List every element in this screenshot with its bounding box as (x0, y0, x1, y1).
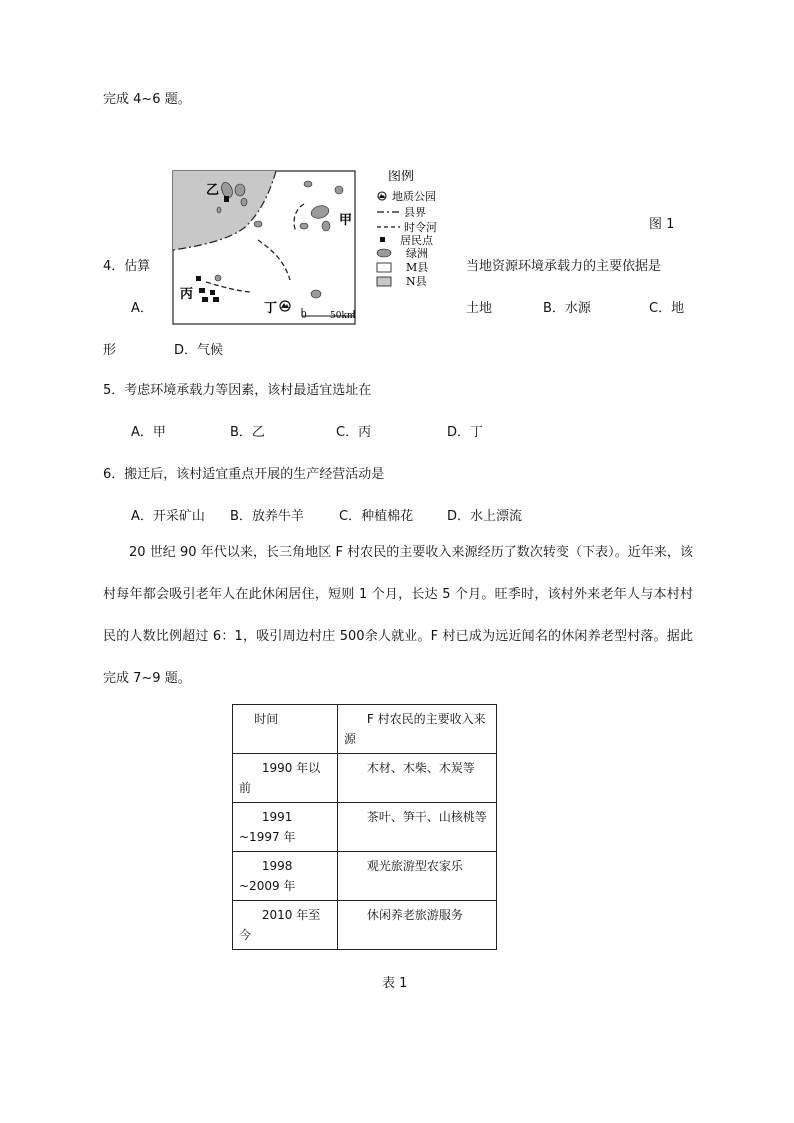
table-cell: 2010 年至今 (233, 901, 338, 950)
table-header-cell: 时间 (233, 705, 338, 754)
oasis (215, 275, 221, 281)
oasis (311, 290, 321, 298)
table-cell: 观光旅游型农家乐 (338, 852, 497, 901)
legend-settlement: 居民点 (400, 234, 433, 247)
table-row (233, 803, 497, 852)
oasis (304, 181, 312, 187)
table-header-cell: F 村农民的主要收入来源 (338, 705, 497, 754)
legend-geopark-icon (378, 192, 386, 200)
legend-m-county: M县 (406, 261, 429, 274)
settlement-square-icon (199, 288, 205, 293)
oasis (322, 221, 330, 231)
q4-stem-right: 当地资源环境承载力的主要依据是 (466, 259, 662, 274)
legend-settlement-icon (380, 237, 385, 242)
place-jia: 甲 (339, 213, 353, 228)
income-table (232, 704, 497, 950)
q4-option-a-text: 土地 (466, 301, 493, 316)
q6-option-d: D．水上漂流 (447, 509, 523, 524)
table-cell: 休闲养老旅游服务 (338, 901, 497, 950)
table-cell: 1990 年以前 (233, 754, 338, 803)
legend-n-county-icon (377, 277, 391, 286)
table-cell: 1998 ~2009 年 (233, 852, 338, 901)
passage-text: 20 世纪 90 年代以来，长三角地区 F 村农民的主要收入来源经历了数次转变（下表）。近年来，该村每年都会吸引老年人在此休闲居住，短则 1 个月，长达 5 个月。旺季时，该村外来老年人与本村村民的人数比例超过 6：1，吸引周边村庄 500余人就业。F 村已成为远近闻名的休闲养老型村落。据此完成 7~9 题。 (103, 545, 693, 686)
place-ding: 丁 (264, 301, 278, 316)
table-cell: 1991 ~1997 年 (233, 803, 338, 852)
settlement-square-icon (196, 276, 201, 281)
scale-start: 0 (301, 311, 307, 321)
q4-option-b: B．水源 (543, 301, 591, 316)
q5-option-d: D．丁 (447, 425, 484, 440)
table-header-row (233, 705, 497, 754)
q6-stem: 6．搬迁后，该村适宜重点开展的生产经营活动是 (103, 467, 385, 482)
q6-option-c: C．种植棉花 (339, 509, 414, 524)
oasis (217, 207, 221, 213)
legend-n-county: N县 (406, 275, 427, 288)
q5-option-c: C．丙 (336, 425, 372, 440)
geopark-icon (280, 301, 290, 311)
q6-option-a: A．开采矿山 (131, 509, 205, 524)
table-cell: 木材、木柴、木炭等 (338, 754, 497, 803)
oasis (254, 221, 262, 227)
scale-end: 50km (330, 311, 356, 321)
legend-river: 时令河 (404, 221, 437, 234)
oasis (335, 186, 343, 194)
settlement-square-icon (210, 290, 215, 295)
settlement-square-icon (213, 297, 219, 302)
oasis (241, 198, 247, 206)
intro-text: 完成 4~6 题。 (103, 92, 191, 107)
q4-option-a: A． (131, 301, 153, 316)
q5-option-a: A．甲 (131, 425, 166, 440)
legend-boundary: 县界 (404, 206, 426, 219)
legend-m-county-icon (377, 263, 391, 272)
table-row (233, 852, 497, 901)
q5-option-b: B．乙 (230, 425, 265, 440)
oasis (300, 223, 308, 229)
place-yi: 乙 (206, 183, 220, 198)
table-row (233, 901, 497, 950)
legend-oasis-icon (377, 249, 391, 257)
q6-option-b: B．放养牛羊 (230, 509, 304, 524)
q4-option-d: D．气候 (174, 343, 224, 358)
q4-stem-left: 4．估算 (103, 259, 151, 274)
oasis (235, 184, 245, 196)
table-cell: 茶叶、笋干、山核桃等 (338, 803, 497, 852)
map-figure (172, 170, 472, 330)
settlement-square-icon (224, 196, 229, 202)
place-bing: 丙 (180, 287, 194, 302)
table-caption: 表 1 (382, 976, 408, 991)
legend-oasis: 绿洲 (406, 247, 428, 260)
legend-geopark: 地质公园 (392, 190, 436, 203)
q4-option-c-tail: 形 (103, 343, 117, 358)
table-row (233, 754, 497, 803)
q4-option-c: C．地 (649, 301, 685, 316)
q5-stem: 5．考虑环境承载力等因素，该村最适宜选址在 (103, 383, 372, 398)
settlement-square-icon (202, 297, 208, 302)
legend-title: 图例 (388, 170, 415, 184)
figure-caption: 图 1 (649, 217, 675, 232)
